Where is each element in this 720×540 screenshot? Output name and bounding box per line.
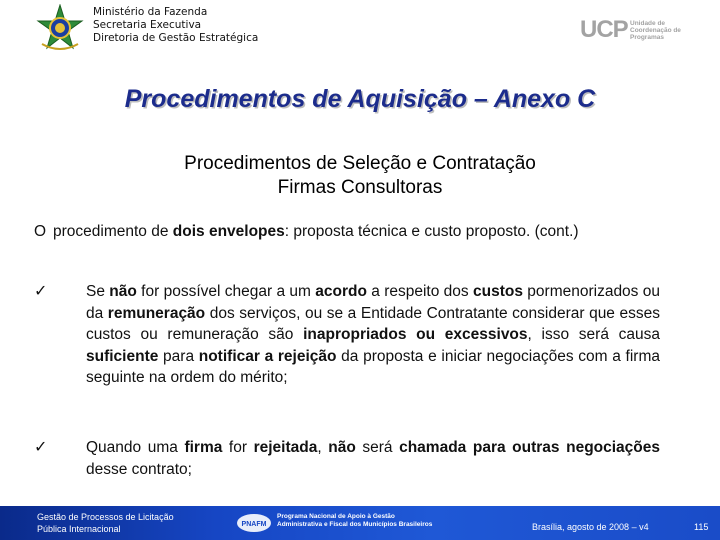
text-run: será: [355, 439, 400, 456]
text-run: para: [158, 347, 199, 365]
pnafm-logo-icon: [236, 513, 272, 533]
subtitle-line: Firmas Consultoras: [277, 177, 443, 198]
text-run: Se: [86, 283, 110, 300]
paragraph-main: [34, 221, 660, 243]
bold-text: não: [109, 283, 137, 300]
page-number: 115: [694, 522, 709, 532]
text-run: a respeito dos: [366, 283, 473, 300]
ministry-line: Ministério da Fazenda: [93, 6, 208, 18]
slide-footer: [0, 506, 720, 540]
paragraph-text: [34, 437, 660, 480]
footer-program-line: Administrativa e Fiscal dos Municípios Brasileiros: [277, 521, 433, 528]
checkmark-bullet-icon: ✓: [34, 283, 48, 300]
svg-text:PNAFM: PNAFM: [241, 521, 267, 528]
bold-text: inapropriados ou excessivos: [303, 326, 528, 343]
ministry-line: Diretoria de Gestão Estratégica: [93, 32, 259, 44]
footer-line: Pública Internacional: [37, 524, 121, 534]
footer-date: Brasília, agosto de 2008 – v4: [532, 522, 649, 532]
bold-text: não: [328, 439, 356, 456]
bold-text: dois envelopes: [172, 223, 285, 240]
brazil-coat-of-arms-icon: [36, 4, 84, 52]
text-run: da proposta e iniciar negociações com a firma seguinte na ordem do mérito;: [86, 347, 660, 386]
ucp-logo: [580, 17, 690, 43]
paragraph-rejected-firm: [34, 437, 660, 480]
footer-program-line: Programa Nacional de Apoio à Gestão: [277, 513, 395, 520]
ucp-subtitle-line: Coordenação de: [630, 27, 681, 34]
ministry-text: [93, 6, 258, 45]
text-run: desse contrato;: [86, 460, 192, 478]
slide-header: [0, 0, 720, 60]
slide-subtitle: [0, 152, 720, 200]
paragraph-rejection-costs: [34, 281, 660, 389]
paragraph-text: [34, 221, 660, 243]
text-run: procedimento de: [53, 223, 173, 240]
bold-text: rejeitada: [253, 439, 318, 456]
text-run: dos serviços, ou se a Entidade Contratante considerar que esses custos ou remuneração são: [86, 304, 660, 343]
circle-bullet-icon: O: [34, 223, 47, 240]
text-run: pormenorizados ou da: [86, 283, 660, 322]
bold-text: remuneração: [107, 304, 206, 322]
bold-text: notificar a rejeição: [198, 347, 337, 365]
ministry-line: Secretaria Executiva: [93, 19, 202, 31]
subtitle-line: Procedimentos de Seleção e Contratação: [184, 153, 536, 174]
ucp-logo-letters: UCP: [580, 16, 628, 43]
ucp-subtitle-line: Programas: [630, 34, 664, 41]
footer-line: Gestão de Processos de Licitação: [37, 512, 174, 522]
footer-course-title: [37, 511, 174, 535]
bold-text: chamada para outras negociações: [399, 439, 661, 456]
slide-title: Procedimentos de Aquisição – Anexo C: [124, 85, 596, 113]
ucp-subtitle-line: Unidade de: [630, 20, 666, 27]
text-run: ,: [317, 439, 329, 456]
bold-text: firma: [184, 439, 223, 456]
text-run: for: [222, 439, 254, 456]
checkmark-bullet-icon: ✓: [34, 439, 48, 456]
ucp-logo-subtitle: [630, 20, 681, 41]
bold-text: acordo: [315, 283, 367, 300]
footer-program-name: [277, 513, 432, 529]
text-run: : proposta técnica e custo proposto. (cont.): [284, 223, 579, 240]
paragraph-text: [34, 281, 660, 389]
text-run: , isso será causa: [527, 326, 660, 343]
text-run: for possível chegar a um: [136, 283, 316, 300]
text-run: Quando uma: [86, 439, 185, 456]
bold-text: custos: [473, 283, 523, 300]
bold-text: suficiente: [86, 347, 159, 365]
